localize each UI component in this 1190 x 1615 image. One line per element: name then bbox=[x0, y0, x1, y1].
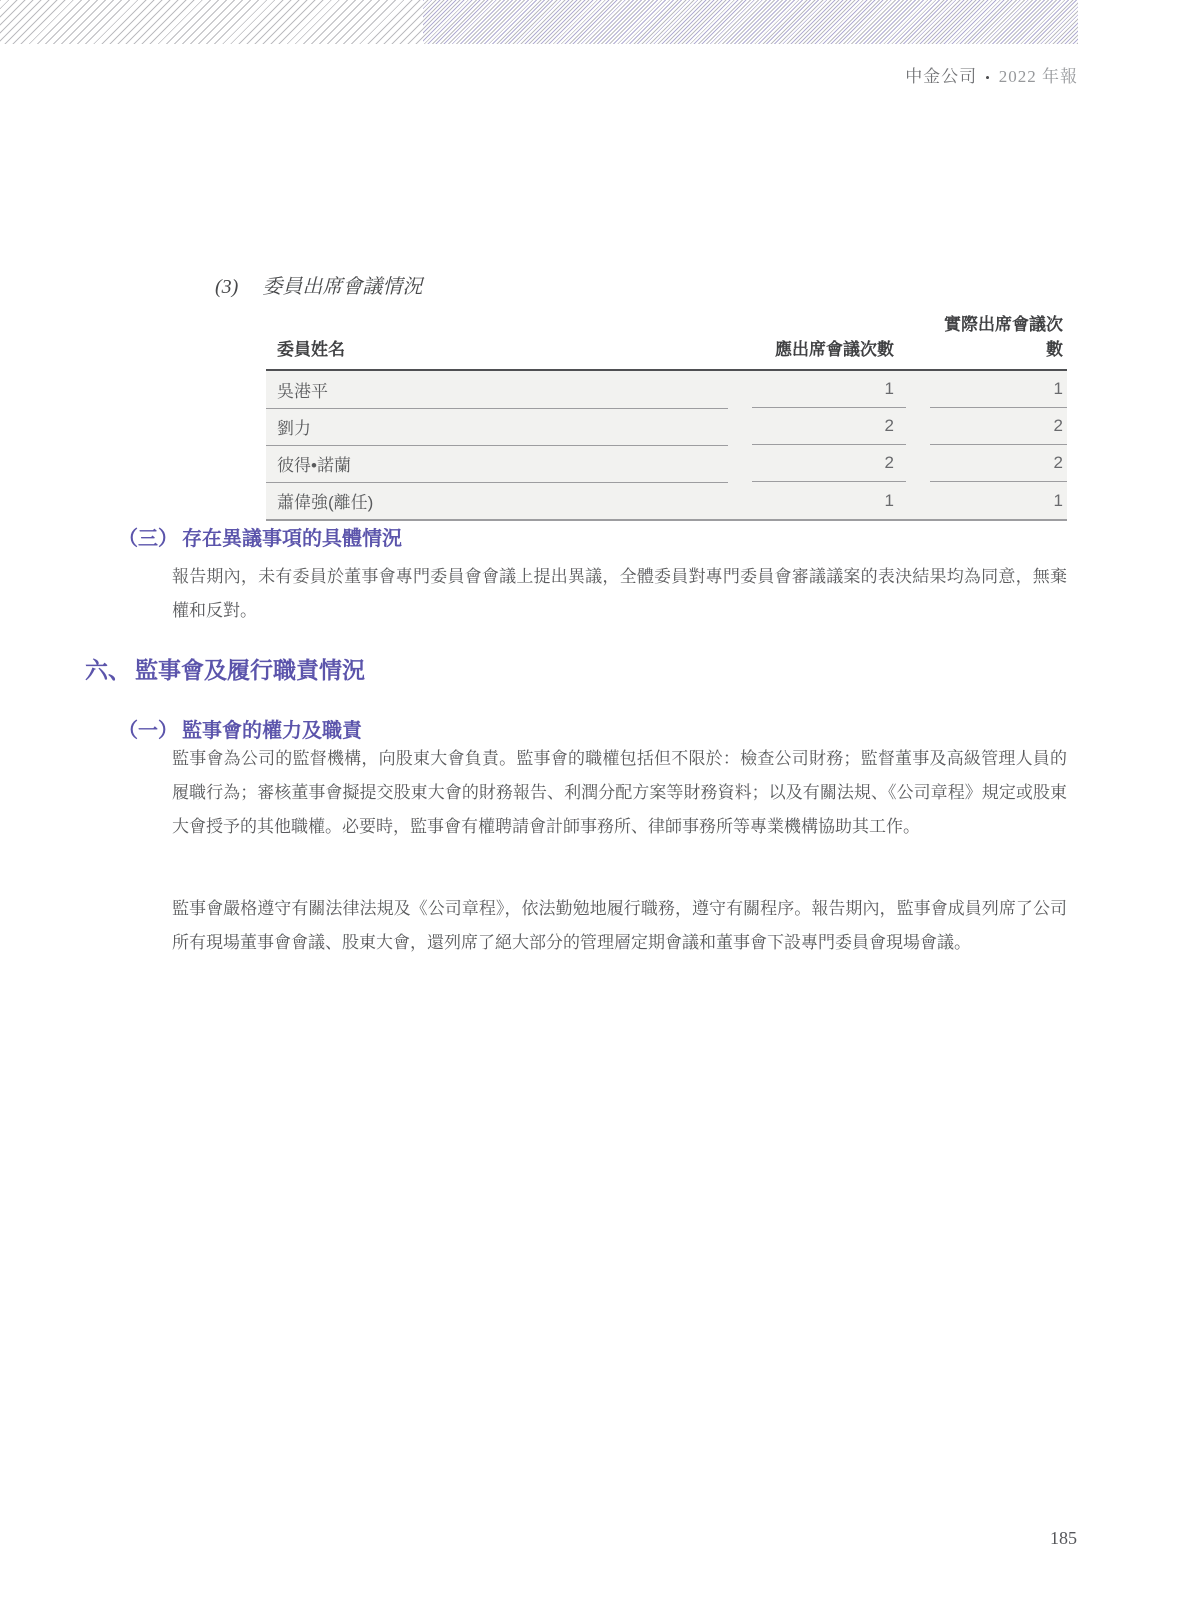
col-header-required-attendance: 應出席會議次數 bbox=[775, 340, 894, 359]
actual-count: 2 bbox=[930, 408, 1067, 445]
column-gap bbox=[728, 408, 752, 445]
section-three-heading bbox=[118, 522, 402, 551]
column-gap bbox=[728, 482, 752, 519]
section-six-heading bbox=[85, 652, 365, 685]
member-name: 吳港平 bbox=[266, 371, 728, 409]
section-six-sub-one-number: （一） bbox=[118, 720, 178, 742]
member-name: 彼得•諾蘭 bbox=[266, 445, 728, 483]
column-gap bbox=[728, 371, 752, 408]
required-count: 2 bbox=[752, 408, 906, 445]
table-row bbox=[266, 482, 1067, 519]
section-six-number: 六、 bbox=[85, 657, 131, 683]
actual-count: 2 bbox=[930, 445, 1067, 482]
supervisory-board-paragraph-2: 監事會嚴格遵守有關法律法規及《公司章程》，依法勤勉地履行職務，遵守有關程序。報告期內，監事會成員列席了公司所有現場董事會會議、股東大會，還列席了絕大部分的管理層定期會議和董事會下設專門委員會現場會議。 bbox=[172, 899, 1067, 952]
col-header-actual-attendance: 實際出席會議次數 bbox=[944, 315, 1063, 359]
page-number: 185 bbox=[1050, 1528, 1077, 1548]
actual-count: 1 bbox=[930, 371, 1067, 408]
col-header-member-name: 委員姓名 bbox=[277, 340, 345, 359]
column-gap bbox=[906, 445, 930, 482]
committee-attendance-table bbox=[266, 310, 1067, 521]
table-row bbox=[266, 408, 1067, 445]
section-six-sub-one-heading bbox=[118, 714, 362, 743]
subsection-3-number: (3) bbox=[215, 276, 239, 298]
table-header-row bbox=[266, 310, 1067, 371]
column-gap bbox=[728, 445, 752, 482]
section-six-title: 監事會及履行職責情況 bbox=[135, 657, 365, 683]
report-edition: 2022 年報 bbox=[998, 67, 1078, 86]
section-six-sub-one-title: 監事會的權力及職責 bbox=[182, 720, 362, 742]
required-count: 2 bbox=[752, 445, 906, 482]
actual-count: 1 bbox=[1053, 490, 1063, 510]
section-three-paragraph: 報告期內，未有委員於董事會專門委員會會議上提出異議，全體委員對專門委員會審議議案的表決結果均為同意，無棄權和反對。 bbox=[172, 567, 1067, 620]
member-name: 蕭偉強(離任) bbox=[277, 493, 374, 512]
table-row bbox=[266, 371, 1067, 408]
column-gap bbox=[906, 371, 930, 408]
section-three-title: 存在異議事項的具體情況 bbox=[182, 528, 402, 550]
section-three-number: （三） bbox=[118, 528, 178, 550]
column-gap bbox=[906, 408, 930, 445]
running-head bbox=[0, 62, 1078, 87]
column-gap bbox=[906, 482, 930, 519]
table-body bbox=[266, 371, 1067, 521]
company-name: 中金公司 bbox=[905, 67, 978, 86]
member-name: 劉力 bbox=[266, 408, 728, 446]
subsection-3-title: 委員出席會議情況 bbox=[262, 276, 423, 298]
top-hatch-decoration bbox=[0, 0, 1078, 44]
required-count: 1 bbox=[752, 371, 906, 408]
required-count: 1 bbox=[884, 490, 894, 510]
bullet-separator: • bbox=[985, 70, 991, 85]
subsection-3-heading bbox=[215, 270, 422, 299]
table-row bbox=[266, 445, 1067, 482]
supervisory-board-paragraph-1: 監事會為公司的監督機構，向股東大會負責。監事會的職權包括但不限於：檢查公司財務；監督董事及高級管理人員的履職行為；審核董事會擬提交股東大會的財務報告、利潤分配方案等財務資料；以及有關法規、《公司章程》規定或股東大會授予的其他職權。必要時，監事會有權聘請會計師事務所、律師事務所等專業機構協助其工作。 bbox=[172, 749, 1067, 836]
